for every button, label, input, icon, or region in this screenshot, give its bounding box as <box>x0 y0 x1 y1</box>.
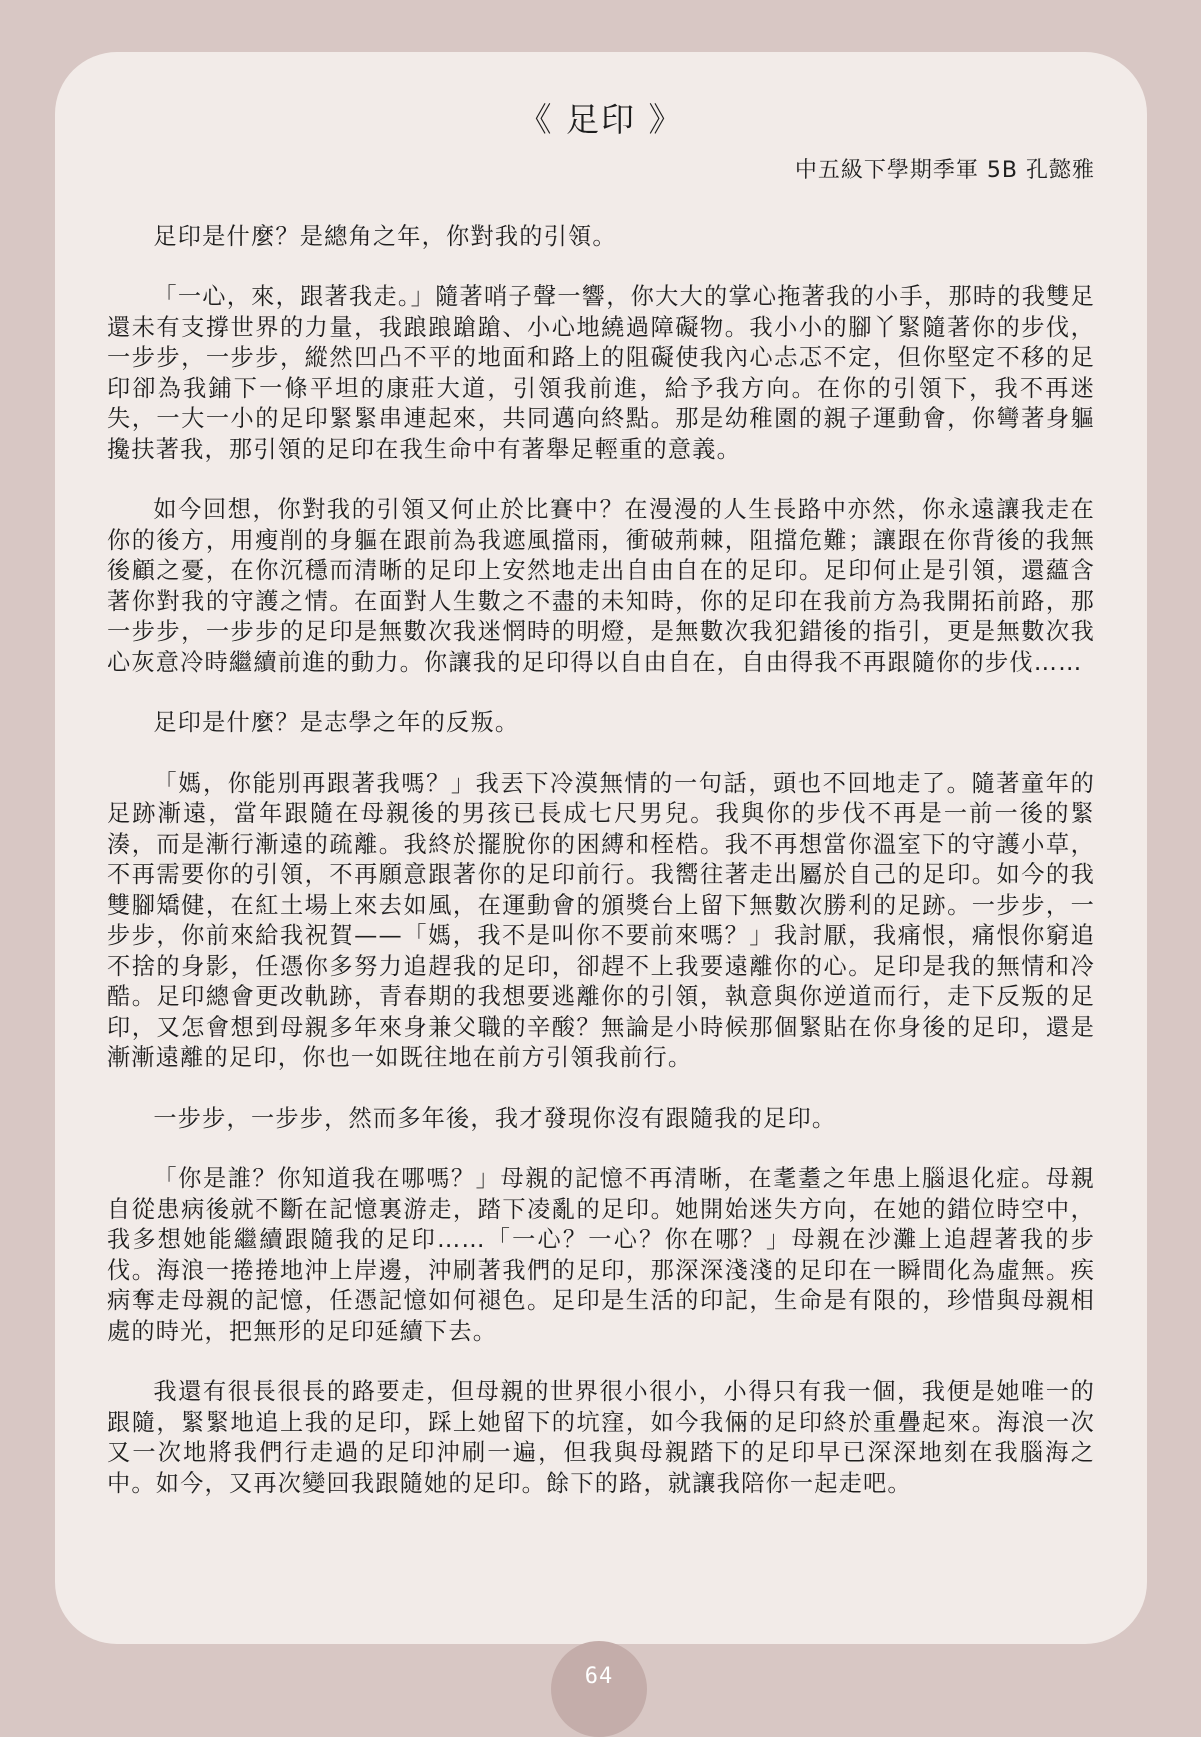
paragraph-4: 足印是什麼？是志學之年的反叛。 <box>153 709 520 737</box>
paragraph-8: 我還有很長很長的路要走，但母親的世界很小很小，小得只有我一個，我便是她唯一的跟隨，緊緊地追上我的足印，踩上她留下的坑窪，如今我倆的足印終於重疊起來。海浪一次又一次地將我們行走過的足印沖刷一遍，但我與母親踏下的足印早已深深地刻在我腦海之中。如今，又再次變回我跟隨她的足印。餘下的路，就讓我陪你一起走吧。 <box>107 1378 1095 1497</box>
essay-title: 《 足印 》 <box>518 100 684 139</box>
paragraph-5: 「媽，你能別再跟著我嗎？」我丟下冷漠無情的一句話，頭也不回地走了。隨著童年的足跡漸遠，當年跟隨在母親後的男孩已長成七尺男兒。我與你的步伐不再是一前一後的緊湊，而是漸行漸遠的疏離。我終於擺脫你的困縛和桎梏。我不再想當你溫室下的守護小草，不再需要你的引領，不再願意跟著你的足印前行。我嚮往著走出屬於自己的足印。如今的我雙腳矯健，在紅土場上來去如風，在運動會的頒獎台上留下無數次勝利的足跡。一步步，一步步，你前來給我祝賀——「媽，我不是叫你不要前來嗎？」我討厭，我痛恨，痛恨你窮追不捨的身影，任憑你多努力追趕我的足印，卻趕不上我要遠離你的心。足印是我的無情和冷酷。足印總會更改軌跡，青春期的我想要逃離你的引領，執意與你逆道而行，走下反叛的足印，又怎會想到母親多年來身兼父職的辛酸？無論是小時候那個緊貼在你身後的足印，還是漸漸遠離的足印，你也一如既往地在前方引領我前行。 <box>107 769 1095 1072</box>
essay-body <box>107 222 1095 1500</box>
paragraph-1: 足印是什麼？是總角之年，你對我的引領。 <box>153 222 617 250</box>
paragraph-3: 如今回想，你對我的引領又何止於比賽中？在漫漫的人生長路中亦然，你永遠讓我走在你的後方，用瘦削的身軀在跟前為我遮風擋雨，衝破荊棘，阻擋危難；讓跟在你背後的我無後顧之憂，在你沉穩而清晰的足印上安然地走出自由自在的足印。足印何止是引領，還蘊含著你對我的守護之情。在面對人生數之不盡的未知時，你的足印在我前方為我開拓前路，那一步步，一步步的足印是無數次我迷惘時的明燈，是無數次我犯錯後的指引，更是無數次我心灰意冷時繼續前進的動力。你讓我的足印得以自由自在，自由得我不再跟隨你的步伐…… <box>107 496 1095 676</box>
page-number: 64 <box>551 1641 647 1737</box>
author-byline: 中五級下學期季軍 5B 孔懿雅 <box>794 157 1095 183</box>
page-card <box>55 52 1147 1644</box>
paragraph-2: 「一心，來，跟著我走。」隨著哨子聲一響，你大大的掌心拖著我的小手，那時的我雙足還未有支撐世界的力量，我踉踉蹌蹌、小心地繞過障礙物。我小小的腳丫緊隨著你的步伐，一步步，一步步，縱然凹凸不平的地面和路上的阻礙使我內心忐忑不定，但你堅定不移的足印卻為我鋪下一條平坦的康莊大道，引領我前進，給予我方向。在你的引領下，我不再迷失，一大一小的足印緊緊串連起來，共同邁向終點。那是幼稚園的親子運動會，你彎著身軀攙扶著我，那引領的足印在我生命中有著舉足輕重的意義。 <box>107 283 1095 463</box>
paragraph-7: 「你是誰？你知道我在哪嗎？」母親的記憶不再清晰，在耄耋之年患上腦退化症。母親自從患病後就不斷在記憶裏游走，踏下凌亂的足印。她開始迷失方向，在她的錯位時空中，我多想她能繼續跟隨我的足印……「一心？一心？你在哪？」母親在沙灘上追趕著我的步伐。海浪一捲捲地沖上岸邊，沖刷著我們的足印，那深深淺淺的足印在一瞬間化為虛無。疾病奪走母親的記憶，任憑記憶如何褪色。足印是生活的印記，生命是有限的，珍惜與母親相處的時光，把無形的足印延續下去。 <box>107 1165 1095 1345</box>
paragraph-6: 一步步，一步步，然而多年後，我才發現你沒有跟隨我的足印。 <box>153 1104 837 1132</box>
